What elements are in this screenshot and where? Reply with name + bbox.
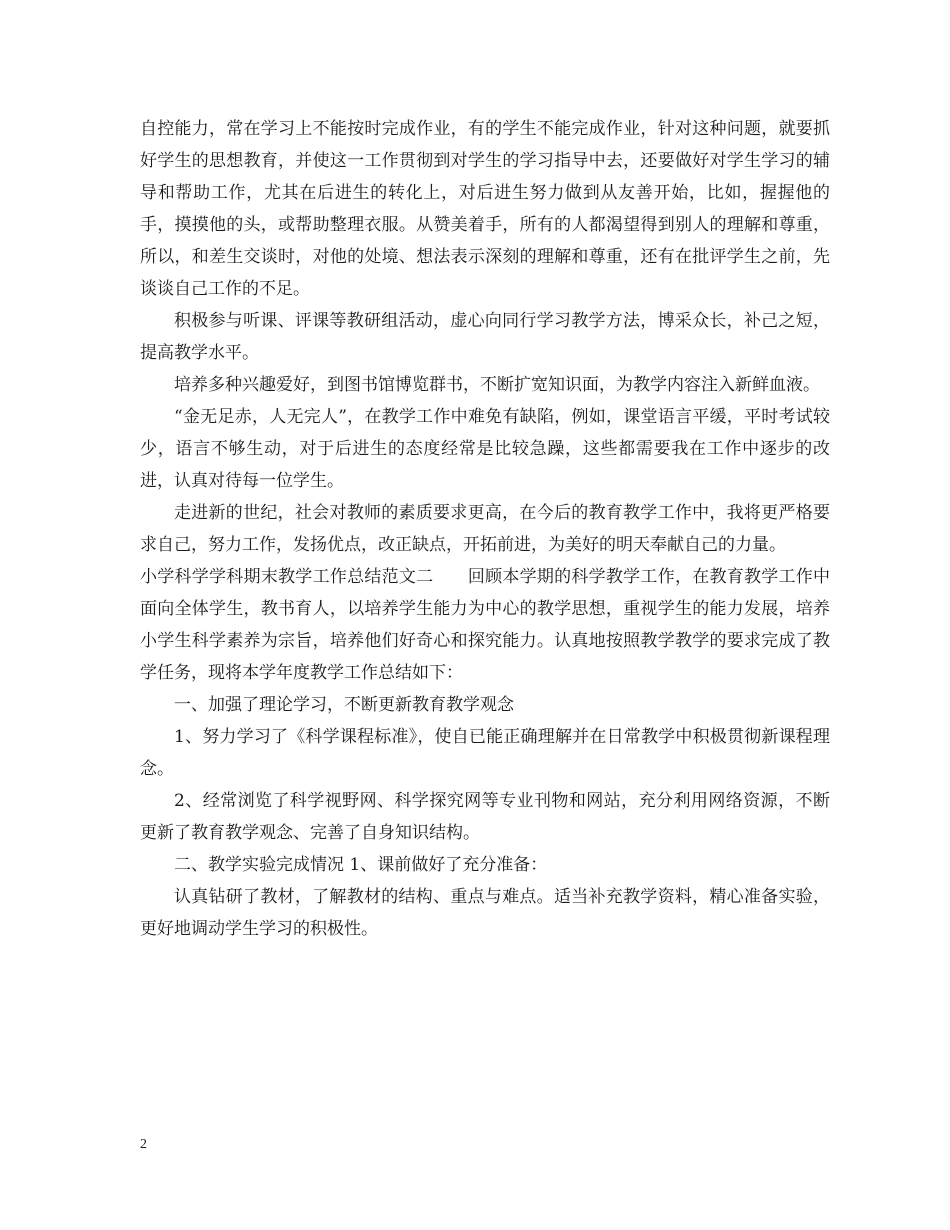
section-heading-experiments: 二、教学实验完成情况 1、课前做好了充分准备： — [174, 855, 548, 875]
paragraph-interests: 培养多种兴趣爱好，到图书馆博览群书，不断扩宽知识面，为教学内容注入新鲜血液。 — [174, 375, 820, 395]
section-heading-theory: 一、加强了理论学习，不断更新教育教学观念 — [174, 695, 514, 715]
paragraph-shortcomings: “金无足赤，人无完人”，在教学工作中难免有缺陷，例如，课堂语言平缓，平时考试较少，语言不够生动，对于后进生的态度经常是比较急躁，这些都需要我在工作中逐步的改进，认真对待每一位学生。 — [140, 407, 830, 491]
paragraph-teaching-research: 积极参与听课、评课等教研组活动，虚心向同行学习教学方法，博采众长，补己之短，提高教学水平。 — [140, 311, 830, 363]
paragraph-preparation: 认真钻研了教材，了解教材的结构、重点与难点。适当补充教学资料，精心准备实验，更好地调动学生学习的积极性。 — [140, 887, 830, 939]
paragraph-sample-two: 小学科学学科期末教学工作总结范文二 回顾本学期的科学教学工作，在教育教学工作中面向全体学生，教书育人，以培养学生能力为中心的教学思想，重视学生的能力发展，培养小学生科学素养为宗旨，培养他们好奇心和探究能力。认真地按照教学教学的要求完成了教学任务，现将本学年度教学工作总结如下： — [140, 567, 830, 683]
list-item-standards: 1、努力学习了《科学课程标准》，使自已能正确理解并在日常教学中积极贯彻新课程理念。 — [140, 727, 830, 779]
page-number: 2 — [140, 1137, 147, 1152]
paragraph-continuation: 自控能力，常在学习上不能按时完成作业，有的学生不能完成作业，针对这种问题，就要抓好学生的思想教育，并使这一工作贯彻到对学生的学习指导中去，还要做好对学生学习的辅导和帮助工作，尤其在后进生的转化上，对后进生努力做到从友善开始，比如，握握他的手，摸摸他的头，或帮助整理衣服。从赞美着手，所有的人都渴望得到别人的理解和尊重，所以，和差生交谈时，对他的处境、想法表示深刻的理解和尊重，还有在批评学生之前，先谈谈自己工作的不足。 — [140, 119, 830, 299]
paragraph-new-century: 走进新的世纪，社会对教师的素质要求更高，在今后的教育教学工作中，我将更严格要求自己，努力工作，发扬优点，改正缺点，开拓前进，为美好的明天奉献自己的力量。 — [140, 503, 830, 555]
document-body — [140, 113, 830, 945]
list-item-websites: 2、经常浏览了科学视野网、科学探究网等专业刊物和网站，充分利用网络资源，不断更新了教育教学观念、完善了自身知识结构。 — [140, 791, 830, 843]
